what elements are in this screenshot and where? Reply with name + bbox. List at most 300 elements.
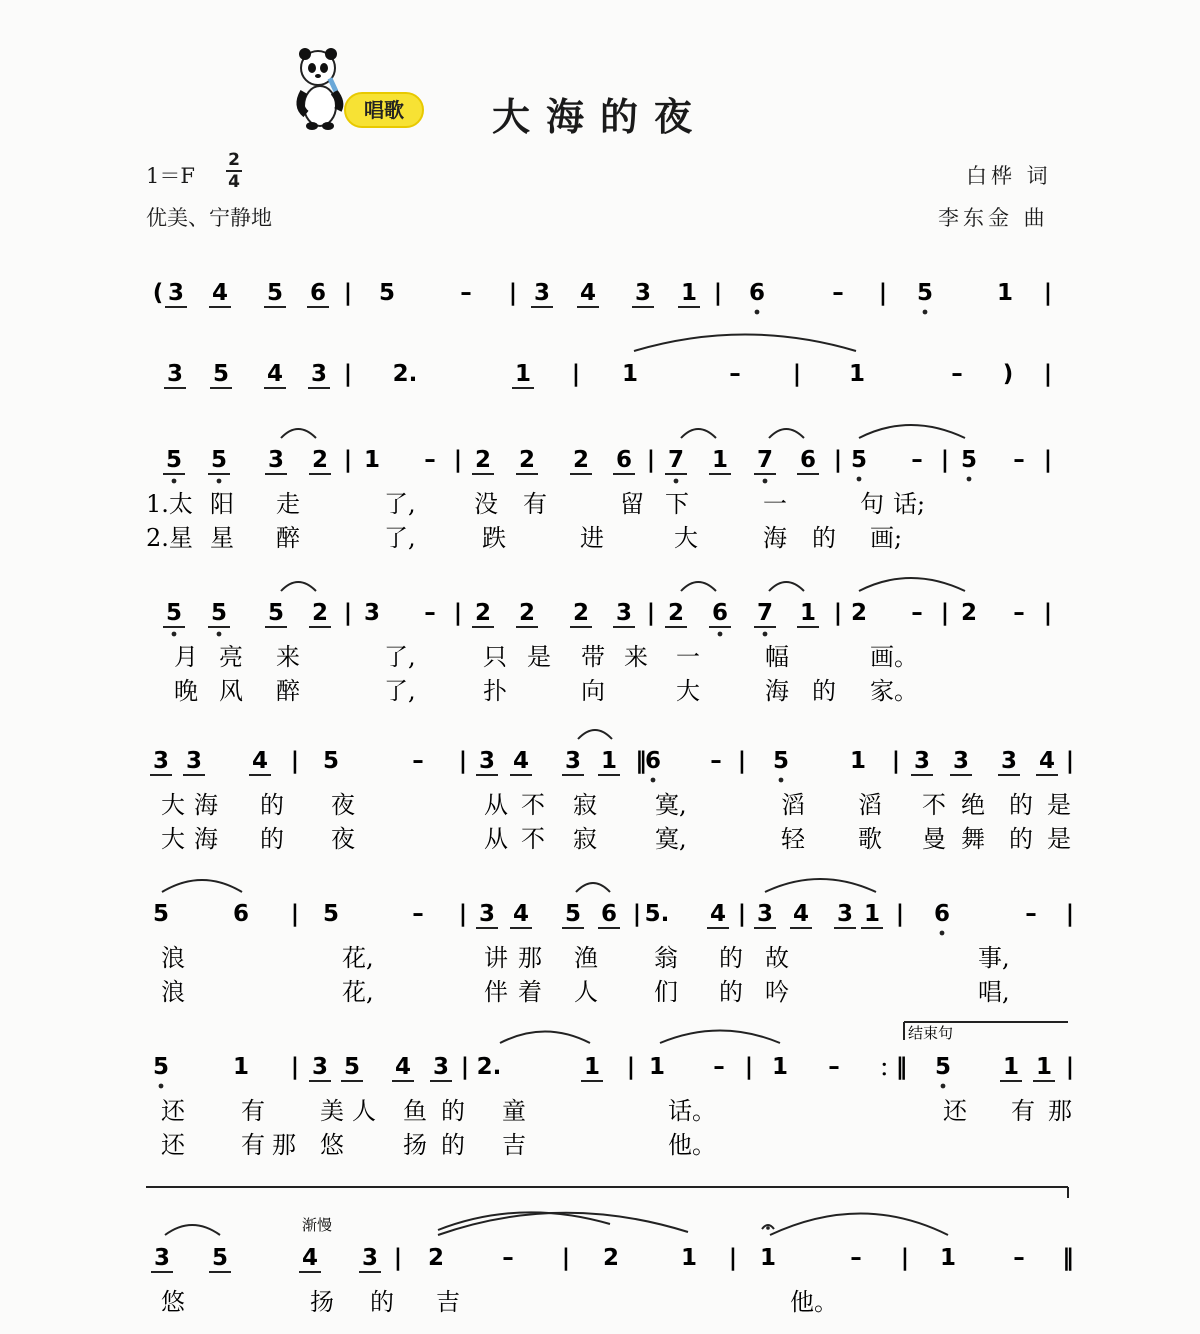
lyric-syllable: 夜 (331, 791, 355, 819)
note: 5 (165, 447, 183, 473)
barline: | (891, 748, 901, 774)
note: 3 (533, 280, 551, 306)
note: 2. (476, 1054, 502, 1080)
note: 1 (583, 1054, 601, 1080)
barline: | (878, 280, 888, 306)
lyric-syllable: 话; (893, 490, 926, 518)
note: 5 (322, 748, 340, 774)
note: 3 (1000, 748, 1018, 774)
note: 6 (600, 901, 618, 927)
note: 6 (933, 901, 951, 927)
note: – (1013, 447, 1025, 473)
barline: | (393, 1245, 403, 1271)
low-octave-dot (923, 310, 928, 315)
barline: | (792, 361, 802, 387)
lyric-syllable: 是 (527, 643, 551, 671)
lyric-syllable: 月 (174, 643, 198, 671)
note: 4 (266, 361, 284, 387)
lyric-syllable: 花, (342, 978, 374, 1006)
lyric-syllable: 醉 (276, 524, 300, 552)
lyric-syllable: 留 (620, 490, 644, 518)
note: 3 (564, 748, 582, 774)
note: 1 (232, 1054, 250, 1080)
note: 1 (680, 280, 698, 306)
low-octave-dot (857, 477, 862, 482)
lyric-syllable: 大 (161, 791, 185, 819)
note: 2 (311, 600, 329, 626)
lyric-syllable: 醉 (276, 677, 300, 705)
note: 5. (644, 901, 670, 927)
barline: | (290, 1054, 300, 1080)
lyric-syllable: 大 (676, 677, 700, 705)
barline: | (895, 901, 905, 927)
note: 1 (863, 901, 881, 927)
lyric-syllable: 童 (502, 1097, 526, 1125)
note: 4 (792, 901, 810, 927)
note: 2 (850, 600, 868, 626)
barline: | (1065, 901, 1075, 927)
lyric-syllable: 滔 (858, 791, 882, 819)
note: 3 (478, 748, 496, 774)
lyric-syllable: 的 (1009, 825, 1033, 853)
lyric-syllable: 了, (384, 643, 416, 671)
lyric-syllable: 吉 (436, 1288, 460, 1316)
note: – (412, 748, 424, 774)
lyric-syllable: 还 (943, 1097, 967, 1125)
note: 5 (772, 748, 790, 774)
barline: | (646, 600, 656, 626)
lyric-syllable: 下 (665, 490, 689, 518)
note: 5 (212, 361, 230, 387)
note: 2 (602, 1245, 620, 1271)
note: 5 (266, 280, 284, 306)
note: 5 (934, 1054, 952, 1080)
note: 1 (514, 361, 532, 387)
lyric-syllable: 大 (674, 524, 698, 552)
note: 3 (836, 901, 854, 927)
barline: | (646, 447, 656, 473)
note: – (412, 901, 424, 927)
note: 7 (756, 600, 774, 626)
note: 6 (615, 447, 633, 473)
time-bottom: 4 (228, 172, 240, 192)
note: 4 (251, 748, 269, 774)
note: ( (152, 280, 164, 306)
note: 7 (667, 447, 685, 473)
lyric-syllable: 是 (1047, 791, 1071, 819)
note: 1 (799, 600, 817, 626)
note: 2 (474, 447, 492, 473)
lyric-syllable: 那 (272, 1131, 296, 1159)
low-octave-dot (651, 778, 656, 783)
lyric-syllable: 翁 (654, 944, 678, 972)
lyric-syllable: 悠 (320, 1131, 344, 1159)
key-label: 1＝F (146, 164, 195, 188)
lyric-syllable: 绝 (961, 791, 985, 819)
note: 3 (310, 361, 328, 387)
barline: | (833, 600, 843, 626)
note: – (911, 447, 923, 473)
note: 1 (680, 1245, 698, 1271)
barline: | (744, 1054, 754, 1080)
lyric-syllable: 走 (276, 490, 300, 518)
lyric-syllable: 夜 (331, 825, 355, 853)
note: 4 (1038, 748, 1056, 774)
lyric-syllable: 只 (483, 643, 507, 671)
lyric-syllable: 着 (518, 978, 542, 1006)
note: 4 (211, 280, 229, 306)
barline: | (460, 1054, 470, 1080)
note: – (424, 447, 436, 473)
note: 3 (185, 748, 203, 774)
lyric-syllable: 鱼 (403, 1097, 427, 1125)
note: 5 (165, 600, 183, 626)
lyric-syllable: 跌 (482, 524, 506, 552)
barline: ‖ (1062, 1245, 1074, 1271)
lyric-syllable: 美 (320, 1097, 344, 1125)
note: 3 (153, 1245, 171, 1271)
note: 3 (363, 600, 381, 626)
lyric-syllable: 不 (521, 791, 545, 819)
lyric-syllable: 伴 (484, 978, 508, 1006)
note: 1 (621, 361, 639, 387)
lyric-syllable: 的 (370, 1288, 394, 1316)
barline: | (343, 447, 353, 473)
low-octave-dot (172, 479, 177, 484)
barline: | (1043, 447, 1053, 473)
lyric-syllable: 一 (676, 643, 700, 671)
lyric-syllable: 的 (260, 791, 284, 819)
note: – (1013, 1245, 1025, 1271)
lyric-syllable: 浪 (161, 978, 185, 1006)
note: 6 (748, 280, 766, 306)
lyric-syllable: 海 (194, 791, 218, 819)
note: 3 (152, 748, 170, 774)
sing-badge: 唱歌 (344, 92, 424, 128)
low-octave-dot (159, 1084, 164, 1089)
note: 5 (916, 280, 934, 306)
note: – (460, 280, 472, 306)
note: – (832, 280, 844, 306)
lyric-syllable: 阳 (210, 490, 234, 518)
lyric-syllable: 1.太 (146, 490, 193, 518)
barline: | (737, 748, 747, 774)
fermata-dot (766, 1226, 770, 1230)
rit-label: 渐慢 (302, 1216, 333, 1234)
lyric-syllable: 的 (1009, 791, 1033, 819)
low-octave-dot (217, 479, 222, 484)
note: 2. (392, 361, 418, 387)
note: 3 (634, 280, 652, 306)
lyric-syllable: 有 (241, 1131, 265, 1159)
note: 4 (709, 901, 727, 927)
note: 5 (850, 447, 868, 473)
barline: | (561, 1245, 571, 1271)
lyricist-credit: 白桦 词 (966, 164, 1052, 188)
note: – (850, 1245, 862, 1271)
barline: | (1043, 280, 1053, 306)
note: 6 (232, 901, 250, 927)
lyric-syllable: 扑 (483, 677, 507, 705)
barline: | (1065, 748, 1075, 774)
low-octave-dot (763, 479, 768, 484)
note: 1 (648, 1054, 666, 1080)
lyric-syllable: 扬 (403, 1131, 427, 1159)
low-octave-dot (674, 479, 679, 484)
lyric-syllable: 一 (763, 490, 787, 518)
lyric-syllable: 来 (276, 643, 300, 671)
barline: | (290, 901, 300, 927)
note: 1 (759, 1245, 777, 1271)
lyric-syllable: 没 (474, 490, 498, 518)
ending-label: 结束句 (908, 1024, 954, 1042)
note: 3 (166, 361, 184, 387)
lyric-syllable: 扬 (310, 1288, 334, 1316)
lyric-syllable: 渔 (574, 944, 598, 972)
barline: | (728, 1245, 738, 1271)
lyric-syllable: 轻 (781, 825, 805, 853)
lyric-syllable: 人 (574, 978, 598, 1006)
note: – (729, 361, 741, 387)
note: 5 (152, 901, 170, 927)
lyric-syllable: 他。 (668, 1131, 716, 1159)
note: 5 (564, 901, 582, 927)
lyric-syllable: 的 (719, 944, 743, 972)
lyric-syllable: 有 (1011, 1097, 1035, 1125)
lyric-syllable: 了, (384, 524, 416, 552)
note: 6 (711, 600, 729, 626)
lyric-syllable: 寂 (573, 825, 597, 853)
lyric-syllable: 的 (260, 825, 284, 853)
note: – (1013, 600, 1025, 626)
time-top: 2 (228, 150, 240, 170)
barline: | (508, 280, 518, 306)
barline: | (833, 447, 843, 473)
lyric-syllable: 晚 (174, 677, 198, 705)
note: 7 (756, 447, 774, 473)
barline: | (458, 901, 468, 927)
lyric-syllable: 那 (1048, 1097, 1072, 1125)
barline: ﹕‖ (872, 1054, 908, 1080)
low-octave-dot (763, 632, 768, 637)
tempo-marking: 优美、宁静地 (146, 206, 272, 230)
low-octave-dot (718, 632, 723, 637)
lyric-syllable: 吉 (502, 1131, 526, 1159)
note: 1 (711, 447, 729, 473)
lyric-syllable: 了, (384, 490, 416, 518)
note: 5 (210, 447, 228, 473)
lyric-syllable: 的 (719, 978, 743, 1006)
lyric-syllable: 画。 (870, 643, 918, 671)
barline: | (940, 447, 950, 473)
note: 3 (615, 600, 633, 626)
note: ) (1002, 361, 1014, 387)
lyric-syllable: 悠 (161, 1288, 185, 1316)
note: 2 (667, 600, 685, 626)
lyric-syllable: 家。 (870, 677, 918, 705)
note: 5 (378, 280, 396, 306)
lyric-syllable: 花, (342, 944, 374, 972)
lyric-syllable: 风 (219, 677, 243, 705)
lyric-syllable: 故 (765, 944, 789, 972)
note: – (502, 1245, 514, 1271)
lyric-syllable: 寂 (573, 791, 597, 819)
lyric-syllable: 海 (765, 677, 789, 705)
note: 4 (394, 1054, 412, 1080)
lyric-syllable: 的 (441, 1097, 465, 1125)
lyric-syllable: 吟 (765, 978, 789, 1006)
note: 3 (952, 748, 970, 774)
barline: | (290, 748, 300, 774)
note: 6 (644, 748, 662, 774)
low-octave-dot (940, 931, 945, 936)
lyric-syllable: 还 (161, 1131, 185, 1159)
barline: | (940, 600, 950, 626)
note: 1 (363, 447, 381, 473)
lyric-syllable: 大 (161, 825, 185, 853)
slurs-layer (146, 335, 1068, 1236)
note: 4 (512, 901, 530, 927)
note: 2 (572, 447, 590, 473)
composer-credit: 李东金 曲 (938, 206, 1049, 230)
note: – (1025, 901, 1037, 927)
note: 3 (756, 901, 774, 927)
lyric-syllable: 舞 (961, 825, 985, 853)
lyric-syllable: 了, (384, 677, 416, 705)
low-octave-dot (217, 632, 222, 637)
lyric-syllable: 幅 (765, 643, 789, 671)
note: 3 (167, 280, 185, 306)
lyric-syllable: 来 (624, 643, 648, 671)
lyric-syllable: 向 (581, 677, 605, 705)
lyric-syllable: 唱, (978, 978, 1010, 1006)
note: 2 (518, 600, 536, 626)
lyric-syllable: 还 (161, 1097, 185, 1125)
barline: ‖ (635, 748, 647, 774)
note: – (424, 600, 436, 626)
lyric-syllable: 星 (210, 524, 234, 552)
note: 6 (799, 447, 817, 473)
note: – (828, 1054, 840, 1080)
song-title: 大海的夜 (492, 94, 709, 139)
lyric-syllable: 画; (870, 524, 903, 552)
lyric-syllable: 讲 (484, 944, 508, 972)
note: 3 (267, 447, 285, 473)
note: – (951, 361, 963, 387)
notes-layer (146, 280, 1074, 1316)
note: 1 (1002, 1054, 1020, 1080)
lyric-syllable: 他。 (790, 1288, 838, 1316)
lyric-syllable: 的 (812, 524, 836, 552)
note: 5 (210, 600, 228, 626)
lyric-syllable: 的 (812, 677, 836, 705)
low-octave-dot (755, 310, 760, 315)
note: 5 (960, 447, 978, 473)
lyric-syllable: 寞, (655, 825, 687, 853)
lyric-syllable: 人 (352, 1097, 376, 1125)
lyric-syllable: 那 (518, 944, 542, 972)
barline: | (1065, 1054, 1075, 1080)
note: 1 (848, 361, 866, 387)
lyric-syllable: 句 (860, 490, 884, 518)
lyric-syllable: 海 (763, 524, 787, 552)
barline: | (626, 1054, 636, 1080)
note: 1 (600, 748, 618, 774)
note: – (710, 748, 722, 774)
note: 1 (849, 748, 867, 774)
lyric-syllable: 是 (1047, 825, 1071, 853)
note: 4 (301, 1245, 319, 1271)
note: 3 (311, 1054, 329, 1080)
lyric-syllable: 进 (580, 524, 604, 552)
barline: | (458, 748, 468, 774)
note: 2 (311, 447, 329, 473)
barline: | (1043, 600, 1053, 626)
barline: | (1043, 361, 1053, 387)
lyric-syllable: 话。 (668, 1097, 716, 1125)
note: 3 (478, 901, 496, 927)
low-octave-dot (779, 778, 784, 783)
lyric-syllable: 歌 (858, 825, 882, 853)
lyric-syllable: 曼 (922, 825, 946, 853)
lyric-syllable: 滔 (781, 791, 805, 819)
note: 1 (771, 1054, 789, 1080)
lyric-syllable: 的 (441, 1131, 465, 1159)
barline: | (900, 1245, 910, 1271)
lyric-syllable: 从 (484, 825, 508, 853)
lyric-syllable: 从 (484, 791, 508, 819)
note: 2 (572, 600, 590, 626)
low-octave-dot (967, 477, 972, 482)
low-octave-dot (941, 1084, 946, 1089)
lyric-syllable: 有 (241, 1097, 265, 1125)
low-octave-dot (172, 632, 177, 637)
note: 5 (211, 1245, 229, 1271)
lyric-syllable: 2.星 (146, 524, 193, 552)
note: 3 (361, 1245, 379, 1271)
note: 2 (960, 600, 978, 626)
note: 2 (474, 600, 492, 626)
note: 1 (1035, 1054, 1053, 1080)
lyric-syllable: 不 (922, 791, 946, 819)
lyric-syllable: 亮 (219, 643, 243, 671)
note: 3 (913, 748, 931, 774)
note: 5 (322, 901, 340, 927)
note: 5 (152, 1054, 170, 1080)
barline: | (453, 447, 463, 473)
note: – (713, 1054, 725, 1080)
lyric-syllable: 浪 (161, 944, 185, 972)
note: 3 (432, 1054, 450, 1080)
note: 4 (579, 280, 597, 306)
note: 4 (512, 748, 530, 774)
lyric-syllable: 有 (523, 490, 547, 518)
barline: | (343, 600, 353, 626)
note: 2 (427, 1245, 445, 1271)
lyric-syllable: 不 (521, 825, 545, 853)
note: 1 (996, 280, 1014, 306)
note: 5 (267, 600, 285, 626)
note: 1 (939, 1245, 957, 1271)
note: – (911, 600, 923, 626)
lyric-syllable: 寞, (655, 791, 687, 819)
barline: | (343, 361, 353, 387)
note: 6 (309, 280, 327, 306)
lyric-syllable: 带 (581, 643, 605, 671)
note: 5 (343, 1054, 361, 1080)
lyric-syllable: 海 (194, 825, 218, 853)
barline: | (713, 280, 723, 306)
